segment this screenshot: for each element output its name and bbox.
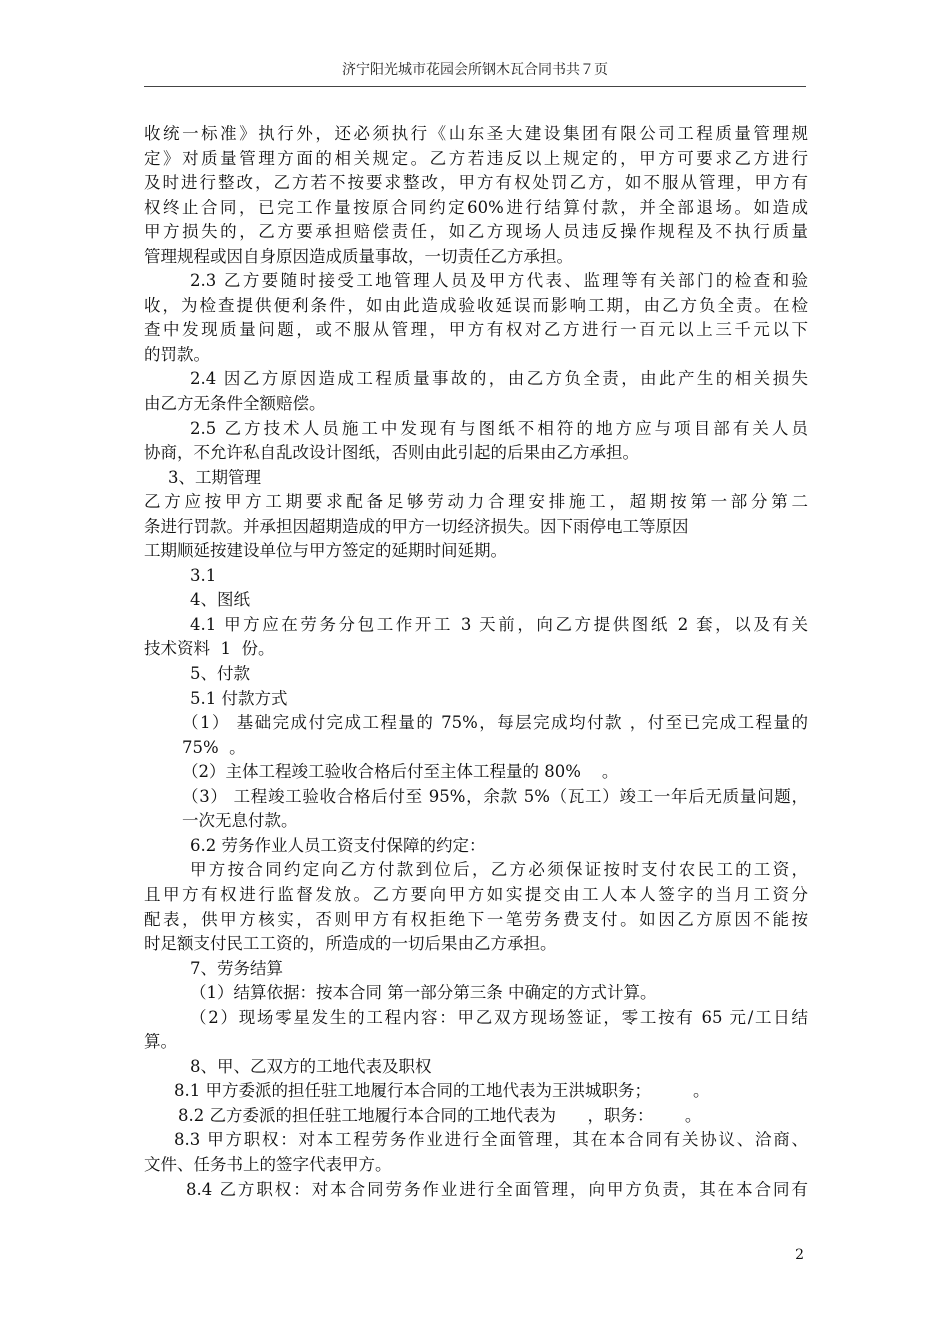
text-line: （2）现场零星发生的工程内容：甲乙双方现场签证，零工按有 65 元/工日结 xyxy=(190,1007,808,1027)
text-line: 甲方损失的，乙方要承担赔偿责任，如乙方现场人员违反操作规程及不执行质量 xyxy=(144,222,808,242)
text-line: 条进行罚款。并承担因超期造成的甲方一切经济损失。因下雨停电工等原因 xyxy=(144,516,689,536)
text-line: 权终止合同，已完工作量按原合同约定60%进行结算付款，并全部退场。如造成 xyxy=(144,197,808,217)
text-line: 收，为检查提供便利条件，如由此造成验收延误而影响工期，由乙方负全责。在检 xyxy=(144,295,808,315)
text-line: 8.3 甲方职权：对本工程劳务作业进行全面管理，其在本合同有关协议、洽商、 xyxy=(174,1130,808,1150)
text-line: 6.2 劳务作业人员工资支付保障的约定： xyxy=(190,835,486,855)
text-line: 定》对质量管理方面的相关规定。乙方若违反以上规定的，甲方可要求乙方进行 xyxy=(144,148,808,168)
text-line: 3.1 xyxy=(190,565,217,585)
text-line: 配表，供甲方核实，否则甲方有权拒绝下一笔劳务费支付。如因乙方原因不能按 xyxy=(144,909,808,929)
text-line: 8.4 乙方职权：对本合同劳务作业进行全面管理，向甲方负责，其在本合同有 xyxy=(186,1179,808,1199)
text-line: （1） 基础完成付完成工程量的 75%，每层完成均付款 ，付至已完成工程量的 xyxy=(182,713,808,733)
text-line: 技术资料 1 份。 xyxy=(144,639,275,659)
header-rule xyxy=(144,86,806,87)
text-line: 协商，不允许私自乱改设计图纸，否则由此引起的后果由乙方承担。 xyxy=(144,443,639,463)
text-line: 乙方应按甲方工期要求配备足够劳动力合理安排施工，超期按第一部分第二 xyxy=(144,492,808,512)
document-body xyxy=(144,122,808,1202)
text-line: 查中发现质量问题，或不服从管理，甲方有权对乙方进行一百元以上三千元以下 xyxy=(144,320,808,340)
text-line: 5.1 付款方式 xyxy=(190,688,288,708)
page-header: 济宁阳光城市花园会所钢木瓦合同书共７页 xyxy=(342,62,608,78)
text-line: 8.1 甲方委派的担任驻工地履行本合同的工地代表为王洪城职务； 。 xyxy=(174,1081,710,1101)
text-line: （1）结算依据：按本合同 第一部分第三条 中确定的方式计算。 xyxy=(190,983,657,1003)
text-line: 由乙方无条件全额赔偿。 xyxy=(144,394,326,414)
text-line: 5、付款 xyxy=(190,664,250,684)
text-line: 2.3 乙方要随时接受工地管理人员及甲方代表、监理等有关部门的检查和验 xyxy=(190,271,808,291)
text-line: 一次无息付款。 xyxy=(182,811,298,831)
text-line: 8.2 乙方委派的担任驻工地履行本合同的工地代表为 ，职务： 。 xyxy=(178,1105,702,1125)
text-line: 管理规程或因自身原因造成质量事故，一切责任乙方承担。 xyxy=(144,246,573,266)
text-line: 2.5 乙方技术人员施工中发现有与图纸不相符的地方应与项目部有关人员 xyxy=(190,418,808,438)
text-line: 文件、任务书上的签字代表甲方。 xyxy=(144,1154,392,1174)
text-line: 且甲方有权进行监督发放。乙方要向甲方如实提交由工人本人签字的当月工资分 xyxy=(144,884,808,904)
text-line: 算。 xyxy=(144,1032,177,1052)
text-line: 工期顺延按建设单位与甲方签定的延期时间延期。 xyxy=(144,541,507,561)
text-line: 及时进行整改，乙方若不按要求整改，甲方有权处罚乙方，如不服从管理，甲方有 xyxy=(144,173,808,193)
text-line: 8、甲、乙双方的工地代表及职权 xyxy=(190,1056,432,1076)
text-line: 甲方按合同约定向乙方付款到位后，乙方必须保证按时支付农民工的工资， xyxy=(190,860,808,880)
text-line: （2）主体工程竣工验收合格后付至主体工程量的 80% 。 xyxy=(182,762,619,782)
text-line: （3） 工程竣工验收合格后付至 95%，余款 5%（瓦工）竣工一年后无质量问题， xyxy=(182,786,808,806)
text-line: 的罚款。 xyxy=(144,344,210,364)
text-line: 7、劳务结算 xyxy=(190,958,283,978)
page-number: 2 xyxy=(795,1247,804,1263)
text-line: 2.4 因乙方原因造成工程质量事故的，由乙方负全责，由此产生的相关损失 xyxy=(190,369,808,389)
text-line: 时足额支付民工工资的，所造成的一切后果由乙方承担。 xyxy=(144,934,557,954)
text-line: 4、图纸 xyxy=(190,590,250,610)
text-line: 3、工期管理 xyxy=(168,467,261,487)
text-line: 75% 。 xyxy=(182,737,246,757)
text-line: 收统一标准》执行外，还必须执行《山东圣大建设集团有限公司工程质量管理规 xyxy=(144,124,808,143)
text-line: 4.1 甲方应在劳务分包工作开工 3 天前，向乙方提供图纸 2 套，以及有关 xyxy=(190,614,808,634)
